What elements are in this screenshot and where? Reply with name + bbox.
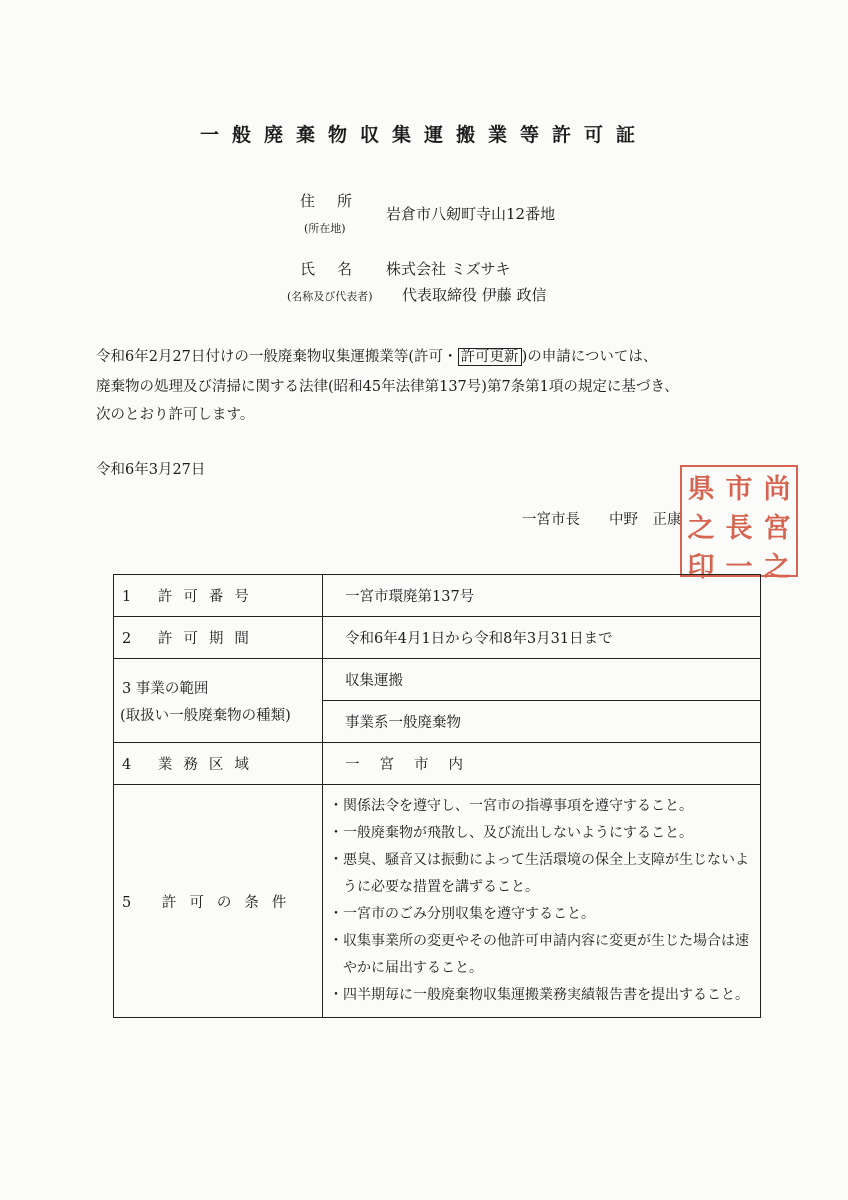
bullet: ・	[329, 852, 343, 868]
permit-period-value: 令和6年4月1日から令和8年3月31日まで	[323, 617, 761, 659]
address-sublabel: (所在地)	[304, 222, 346, 235]
scope-label: 3 事業の範囲	[122, 680, 209, 697]
permit-number-label: 1 許可番号	[122, 589, 260, 605]
list-item	[329, 847, 754, 901]
bullet: ・	[329, 798, 343, 814]
list-item	[329, 901, 754, 928]
address-value: 岩倉市八剱町寺山12番地	[386, 205, 556, 223]
bullet: ・	[329, 933, 343, 949]
name-label: 氏名	[300, 260, 375, 278]
seal-char: 一	[725, 552, 753, 583]
name-sublabel: (名称及び代表者)	[287, 290, 373, 303]
business-area-label: 4 業務区域	[122, 757, 260, 773]
list-item	[329, 820, 754, 847]
table-row	[114, 785, 761, 1018]
issuer-name: 一宮市長 中野 正康	[522, 512, 682, 528]
address-label: 住所	[300, 192, 375, 210]
condition-text: 悪臭、騒音又は振動によって生活環境の保全上支障が生じないように必要な措置を講ずること。	[343, 852, 749, 895]
condition-text: 一般廃棄物が飛散し、及び流出しないようにすること。	[343, 825, 693, 841]
table-row	[114, 575, 761, 617]
condition-text: 一宮市のごみ分別収集を遵守すること。	[343, 906, 595, 922]
permit-number-value: 一宮市環廃第137号	[323, 575, 761, 617]
list-item	[329, 982, 754, 1009]
body-line-2: 廃棄物の処理及び清掃に関する法律(昭和45年法律第137号)第7条第1項の規定に基づき、	[96, 379, 679, 395]
conditions-list	[323, 785, 761, 1018]
body-line-3: 次のとおり許可します。	[96, 407, 255, 423]
bullet: ・	[329, 987, 343, 1003]
scope-value-2: 事業系一般廃棄物	[323, 701, 761, 743]
table-row	[114, 743, 761, 785]
condition-text: 関係法令を遵守し、一宮市の指導事項を遵守すること。	[343, 798, 693, 814]
list-item	[329, 793, 754, 820]
bullet: ・	[329, 825, 343, 841]
condition-text: 四半期毎に一般廃棄物収集運搬業務実績報告書を提出すること。	[343, 987, 749, 1003]
condition-text: 収集事業所の変更やその他許可申請内容に変更が生じた場合は速やかに届出すること。	[343, 933, 749, 976]
scope-sublabel: (取扱い一般廃棄物の種類)	[120, 707, 291, 724]
table-row	[114, 617, 761, 659]
representative-name: 代表取締役 伊藤 政信	[402, 286, 547, 304]
list-item	[329, 928, 754, 982]
seal-char: 市	[725, 474, 753, 505]
bullet: ・	[329, 906, 343, 922]
company-name: 株式会社 ミズサキ	[386, 260, 511, 278]
seal-char: 県	[687, 474, 715, 505]
body-line-1	[96, 345, 657, 366]
business-area-value: 一宮市内	[345, 757, 483, 773]
seal-char: 印	[687, 552, 715, 583]
permit-table	[113, 574, 761, 1018]
seal-char: 尚	[763, 474, 791, 505]
table-row	[114, 659, 761, 701]
conditions-label: 5 許可の条件	[122, 894, 300, 911]
scope-value-1: 収集運搬	[323, 659, 761, 701]
seal-char: 長	[725, 513, 753, 544]
page-title: 一般廃棄物収集運搬業等許可証	[199, 124, 648, 146]
seal-char: 之	[763, 552, 791, 583]
renewal-boxed-text: 許可更新	[458, 348, 522, 366]
issue-date: 令和6年3月27日	[96, 462, 206, 478]
seal-char: 宮	[763, 513, 791, 544]
body-line-1-pre: 令和6年2月27日付けの一般廃棄物収集運搬業等(許可・	[96, 349, 458, 365]
official-seal	[680, 465, 798, 583]
seal-char: 之	[687, 513, 715, 544]
permit-period-label: 2 許可期間	[122, 631, 260, 647]
body-line-1-post: )の申請については、	[521, 349, 658, 365]
